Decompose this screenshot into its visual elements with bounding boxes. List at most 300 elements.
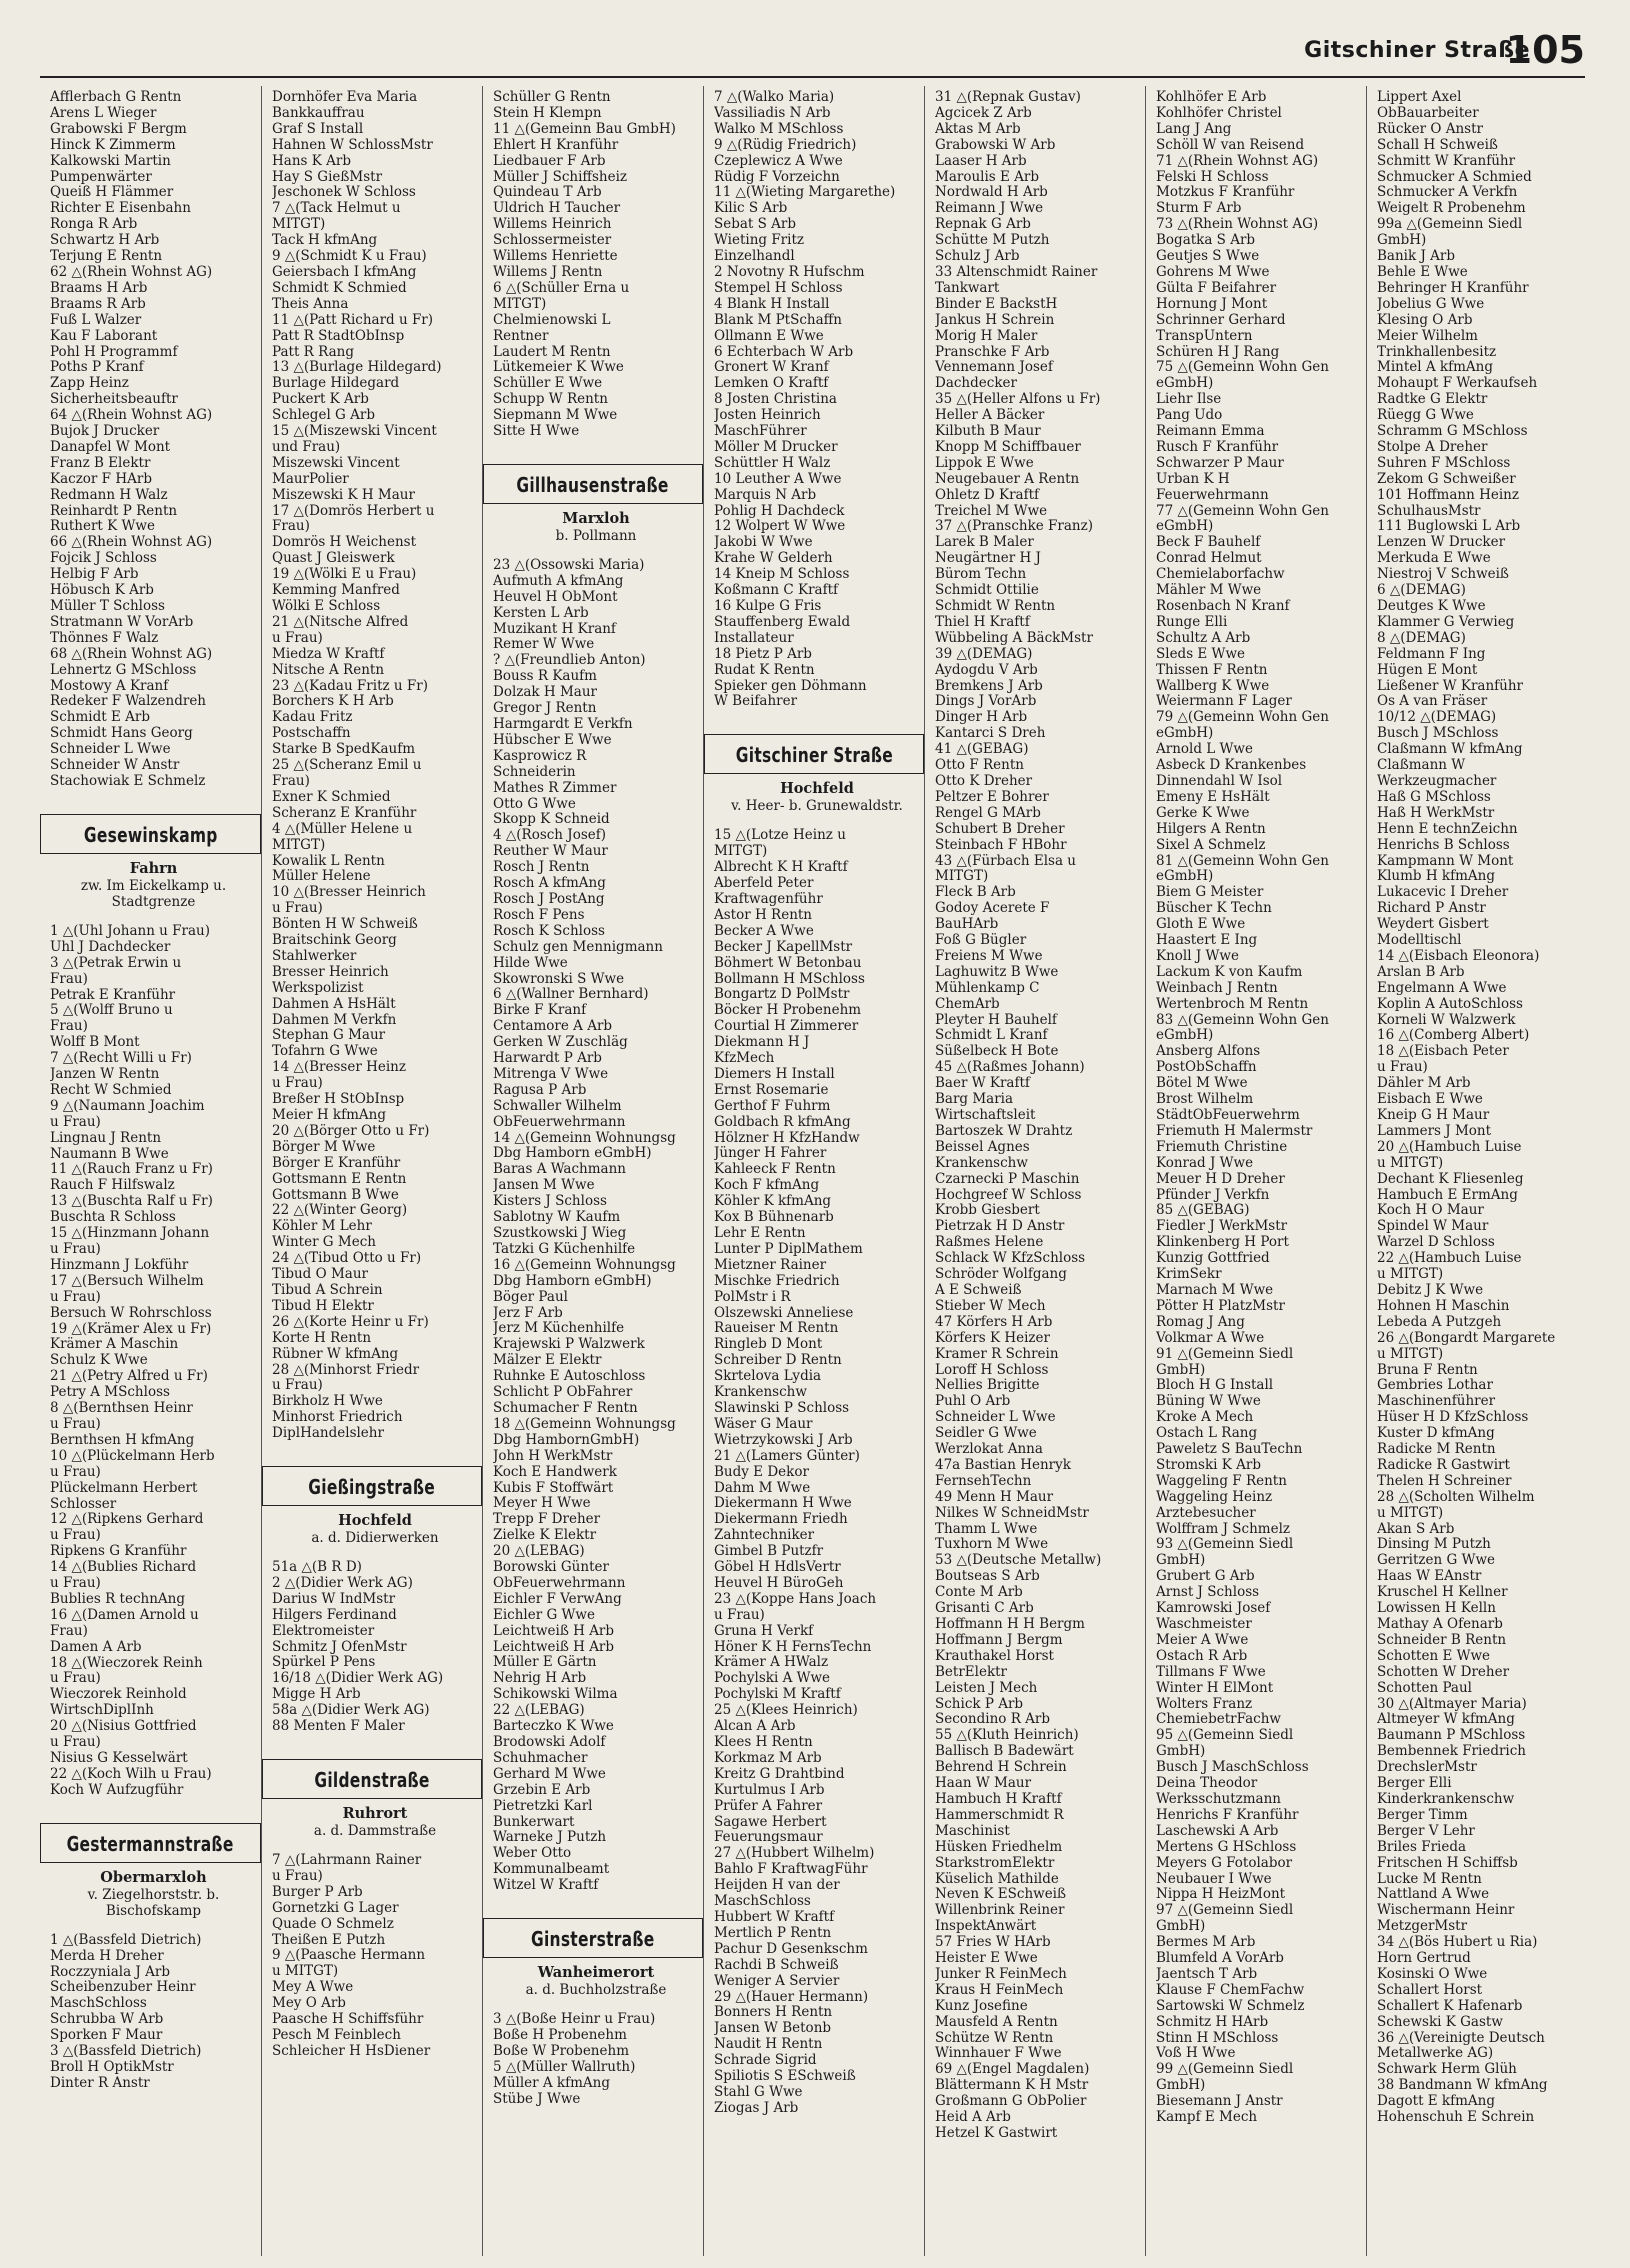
directory-entry: 16 △(Comberg Albert) <box>1377 1028 1530 1044</box>
directory-entry: eGmbH) <box>1156 519 1214 535</box>
street-heading <box>483 1918 703 1958</box>
directory-entry: Schneider B Rentn <box>1377 1632 1507 1648</box>
directory-entry: Koch F kfmAng <box>714 1178 820 1194</box>
directory-entry: Alcan A Arb <box>714 1719 796 1735</box>
directory-entry: Suhren F MSchloss <box>1377 455 1511 471</box>
directory-entry: Mischke Friedrich <box>714 1273 840 1289</box>
directory-entry: Rosch J PostAng <box>493 891 605 907</box>
directory-entry: MITGT) <box>714 844 768 860</box>
directory-entry: Laaser H Arb <box>935 153 1027 169</box>
directory-entry: Schrubba W Arb <box>50 2012 164 2028</box>
directory-entry: Romag J Ang <box>1156 1314 1245 1330</box>
directory-entry: Czeplewicz A Wwe <box>714 153 843 169</box>
directory-entry: Hohenschuh E Schrein <box>1377 2110 1535 2126</box>
column-2 <box>261 86 482 2256</box>
directory-entry: Kreitz G Drahtbind <box>714 1766 845 1782</box>
directory-entry: Liehr Ilse <box>1156 392 1222 408</box>
directory-entry: Diekermann Friedh <box>714 1512 848 1528</box>
directory-entry: Dornhöfer Eva Maria <box>272 90 418 105</box>
directory-entry: Kemming Manfred <box>272 583 400 599</box>
directory-entry: Jakobi W Wwe <box>714 535 813 551</box>
directory-entry: Schwaller Wilhelm <box>493 1098 622 1114</box>
directory-entry: Kowalik L Rentn <box>272 853 385 869</box>
directory-entry: Siepmann M Wwe <box>493 408 618 424</box>
directory-entry: Richter E Eisenbahn <box>50 201 191 217</box>
directory-entry: Nattland A Wwe <box>1377 1887 1490 1903</box>
directory-entry: Chelmienowski L <box>493 312 611 328</box>
directory-entry: Dbg Hamborn eGmbH) <box>493 1146 652 1162</box>
directory-entry: KrimSekr <box>1156 1267 1222 1283</box>
directory-entry: 14 △(Bresser Heinz <box>272 1060 406 1076</box>
directory-entry: MetzgerMstr <box>1377 1919 1468 1935</box>
directory-entry: Ziogas J Arb <box>714 2100 799 2116</box>
directory-entry: Böger Paul <box>493 1289 568 1305</box>
directory-entry: Radtke G Elektr <box>1377 392 1488 408</box>
directory-entry: Weigelt R Probenehm <box>1377 201 1526 217</box>
directory-entry: Sebat S Arb <box>714 217 797 233</box>
directory-entry: Bersuch W Rohrschloss <box>50 1305 212 1321</box>
directory-entry: Bremkens J Arb <box>935 678 1043 694</box>
directory-entry: Schmidt E Arb <box>50 710 150 726</box>
directory-entry: Henrichs B Schloss <box>1377 837 1510 853</box>
directory-entry: Dinter R Anstr <box>50 2075 150 2091</box>
directory-entry: Skowronski S Wwe <box>493 971 625 987</box>
directory-entry: StarkstromElektr <box>935 1855 1055 1871</box>
directory-entry: 3 △(Petrak Erwin u <box>50 955 182 971</box>
directory-entry: Lunter P DiplMathem <box>714 1241 863 1257</box>
directory-entry: Hay S GießMstr <box>272 169 383 185</box>
directory-entry: 13 △(Burlage Hildegard) <box>272 360 442 376</box>
directory-entry: Schulz K Wwe <box>50 1353 148 1369</box>
directory-entry: Sturm F Arb <box>1156 201 1242 217</box>
directory-entry: Schupp W Rentn <box>493 392 608 408</box>
directory-entry: Lippok E Wwe <box>935 455 1034 471</box>
directory-entry: u Frau) <box>272 1076 323 1092</box>
directory-entry: 5 △(Müller Wallruth) <box>493 2059 636 2075</box>
directory-entry: 20 △(Nisius Gottfried <box>50 1719 197 1735</box>
directory-entry: 43 △(Fürbach Elsa u <box>935 853 1077 869</box>
directory-entry: Braitschink Georg <box>272 933 397 949</box>
directory-entry: 9 △(Paasche Hermann <box>272 1948 426 1964</box>
directory-entry: Werksschutzmann <box>1156 1791 1281 1807</box>
directory-entry: Patt R StadtObInsp <box>272 328 405 344</box>
directory-entry: Süßelbeck H Bote <box>935 1044 1059 1060</box>
directory-entry: Pleyter H Bauhelf <box>935 1012 1057 1028</box>
directory-entry: Rauch F Hilfswalz <box>50 1178 175 1194</box>
directory-entry: Broll H OptikMstr <box>50 2059 174 2075</box>
directory-entry: Kaczor F HArb <box>50 471 152 487</box>
directory-entry: Büscher K Techn <box>1156 901 1272 917</box>
directory-entry: 36 △(Vereinigte Deutsch <box>1377 2030 1545 2046</box>
directory-entry: Dinger H Arb <box>935 710 1028 726</box>
directory-entry: Heuvel H ObMont <box>493 589 618 605</box>
directory-entry: 16 Kulpe G Fris <box>714 599 822 614</box>
directory-entry: Pietrzak H D Anstr <box>935 1219 1065 1235</box>
directory-entry: Asbeck D Krankenbes <box>1156 758 1307 774</box>
directory-entry: Uhl J Dachdecker <box>50 939 171 955</box>
directory-entry: Barg Maria <box>935 1092 1014 1108</box>
directory-entry: Klees H Rentn <box>714 1735 813 1750</box>
directory-entry: 4 Blank H Install <box>714 296 830 312</box>
directory-entry: Bresser Heinrich <box>272 964 389 980</box>
directory-entry: Knoll J Wwe <box>1156 948 1239 964</box>
directory-entry: 38 Bandmann W kfmAng <box>1377 2078 1548 2094</box>
directory-entry: Gohrens M Wwe <box>1156 264 1270 280</box>
directory-entry: Müller A kfmAng <box>493 2075 610 2091</box>
directory-entry: Gornetzki G Lager <box>272 1900 399 1916</box>
directory-entry: Blumfeld A VorArb <box>1156 1951 1284 1967</box>
directory-entry: Wübbeling A BäckMstr <box>935 630 1093 646</box>
directory-entry: 99a △(Gemeinn Siedl <box>1377 217 1523 233</box>
directory-entry: Schwark Herm Glüh <box>1377 2062 1517 2078</box>
directory-entry: 21 △(Nitsche Alfred <box>272 614 409 630</box>
directory-entry: 45 △(Raßmes Johann) <box>935 1060 1085 1076</box>
directory-entry: Roczzyniala J Arb <box>50 1964 170 1980</box>
directory-entry: Eichler F VerwAng <box>493 1591 622 1607</box>
directory-entry: 12 Wolpert W Wwe <box>714 519 846 535</box>
directory-entry: 26 △(Bongardt Margarete <box>1377 1330 1556 1346</box>
street-district: Hochfeld <box>780 780 854 798</box>
column-6 <box>1145 86 1366 2256</box>
directory-entry: Reuther W Maur <box>493 844 608 860</box>
directory-entry: Hügen E Mont <box>1377 662 1478 678</box>
directory-entry: 23 △(Ossowski Maria) <box>493 557 645 573</box>
directory-entry: Arnst J Schloss <box>1156 1585 1260 1601</box>
directory-entry: Mitrenga V Wwe <box>493 1066 609 1082</box>
directory-entry: Fojcik J Schloss <box>50 551 157 567</box>
street-district: Fahrn <box>129 859 178 877</box>
directory-entry: Queiß H Flämmer <box>50 185 174 201</box>
directory-entry: Haas W EAnstr <box>1377 1569 1482 1585</box>
directory-entry: Busch J MSchloss <box>1377 726 1499 742</box>
directory-entry: 2 △(Didier Werk AG) <box>272 1575 413 1591</box>
directory-entry: 7 △(Recht Willi u Fr) <box>50 1051 192 1067</box>
directory-entry: 23 △(Kadau Fritz u Fr) <box>272 678 428 694</box>
directory-entry: Schütte M Putzh <box>935 233 1050 249</box>
directory-entry: Hammerschmidt R <box>935 1807 1064 1823</box>
directory-entry: Birkholz H Wwe <box>272 1394 383 1410</box>
directory-entry: Ohletz D Kraftf <box>935 487 1040 503</box>
directory-entry: Bublies R technAng <box>50 1591 186 1607</box>
directory-entry: 7 △(Tack Helmut u <box>272 201 401 217</box>
directory-entry: Rüegg G Wwe <box>1377 408 1474 424</box>
directory-entry: Deina Theodor <box>1156 1776 1258 1792</box>
directory-entry: Klause F ChemFachw <box>1156 1982 1305 1998</box>
directory-entry: Pesch M Feinblech <box>272 2027 401 2043</box>
directory-entry: Lucke M Rentn <box>1377 1871 1482 1887</box>
directory-entry: Hambuch E ErmAng <box>1377 1187 1518 1203</box>
directory-entry: u Frau) <box>272 901 323 917</box>
directory-entry: Akan S Arb <box>1377 1521 1455 1537</box>
directory-entry: Postschaffn <box>272 726 351 742</box>
directory-entry: Henrichs F Kranführ <box>1156 1807 1299 1823</box>
directory-entry: GmbH) <box>1156 1553 1206 1569</box>
directory-entry: Willems J Rentn <box>493 264 603 280</box>
directory-entry: Installateur <box>714 630 794 646</box>
directory-entry: Sporken F Maur <box>50 2028 163 2044</box>
directory-entry: 29 △(Hauer Hermann) <box>714 1989 869 2005</box>
directory-entry: Henn E technZeichn <box>1377 821 1518 837</box>
directory-entry: Dbg HambornGmbH) <box>493 1432 640 1448</box>
directory-entry: Centamore A Arb <box>493 1019 613 1035</box>
directory-entry: 20 △(Börger Otto u Fr) <box>272 1123 430 1139</box>
directory-entry: Waggeling Heinz <box>1156 1489 1273 1505</box>
directory-entry: Knopp M Schiffbauer <box>935 439 1081 455</box>
directory-entry: Afflerbach G Rentn <box>50 90 182 105</box>
directory-entry: Sicherheitsbeauftr <box>50 392 178 408</box>
directory-entry: Kantarci S Dreh <box>935 726 1046 742</box>
directory-entry: Mühlenkamp C <box>935 980 1040 996</box>
directory-entry: Kubis F Stoffwärt <box>493 1480 614 1496</box>
directory-entry: Schütze W Rentn <box>935 2030 1054 2046</box>
directory-entry: Elektromeister <box>272 1623 375 1639</box>
directory-entry: Schmitz H HArb <box>1156 2014 1269 2030</box>
directory-entry: Koch E Handwerk <box>493 1464 617 1480</box>
directory-entry: Lang J Ang <box>1156 121 1232 137</box>
running-title: Gitschiner Straße <box>1304 38 1530 63</box>
directory-entry: Peltzer E Bohrer <box>935 789 1049 805</box>
directory-entry: Schmidt K Schmied <box>272 280 407 296</box>
directory-entry: Kunz Josefine <box>935 1998 1028 2014</box>
street-name: Gießingstraße <box>308 1475 436 1500</box>
directory-entry: Weiermann F Lager <box>1156 694 1292 710</box>
directory-entry: 95 △(Gemeinn Siedl <box>1156 1728 1294 1744</box>
directory-entry: Nisius G Kesselwärt <box>50 1751 188 1766</box>
directory-entry: Jerz M Küchenhilfe <box>493 1321 625 1337</box>
directory-entry: u MITGT) <box>1377 1155 1444 1171</box>
directory-entry: Aydogdu V Arb <box>935 662 1038 678</box>
directory-entry: Szustkowski J Wieg <box>493 1226 627 1241</box>
directory-entry: Dolzak H Maur <box>493 685 597 701</box>
directory-entry: Mathay A Ofenarb <box>1377 1617 1503 1632</box>
street-district: Hochfeld <box>338 1512 412 1530</box>
directory-entry: 31 △(Repnak Gustav) <box>935 90 1081 105</box>
directory-entry: Breßer H StObInsp <box>272 1092 405 1108</box>
directory-entry: Krahe W Gelderh <box>714 551 833 567</box>
directory-entry: Thissen F Rentn <box>1156 662 1268 678</box>
directory-entry: Maroulis E Arb <box>935 169 1039 185</box>
directory-entry: Ronga R Arb <box>50 217 138 233</box>
directory-entry: Ballisch B Badewärt <box>935 1744 1074 1760</box>
directory-entry: 14 △(Gemeinn Wohnungsg <box>493 1130 676 1146</box>
directory-entry: 66 △(Rhein Wohnst AG) <box>50 535 213 551</box>
directory-entry: Müller J Schiffsheiz <box>493 169 628 185</box>
directory-entry: Niestroj V Schweiß <box>1377 567 1509 583</box>
directory-entry: Börger E Kranführ <box>272 1155 401 1171</box>
directory-entry: 101 Hoffmann Heinz <box>1377 487 1519 503</box>
directory-entry: Gerken W Zuschläg <box>493 1035 628 1051</box>
directory-entry: Bötel M Wwe <box>1156 1076 1248 1092</box>
directory-entry: Schöll W van Reisend <box>1156 137 1305 153</box>
directory-entry: Plückelmann Herbert <box>50 1480 198 1496</box>
directory-entry: 16 △(Damen Arnold u <box>50 1607 199 1623</box>
directory-entry: Schubert B Dreher <box>935 821 1065 837</box>
directory-entry: Merda H Dreher <box>50 1948 164 1964</box>
directory-entry: Mathes R Zimmer <box>493 780 617 796</box>
directory-entry: Blättermann K H Mstr <box>935 2078 1089 2094</box>
directory-entry: Aktas M Arb <box>935 121 1021 137</box>
directory-entry: Ruthert K Wwe <box>50 519 155 535</box>
directory-entry: Laschewski A Arb <box>1156 1823 1279 1839</box>
directory-entry: Scheibenzuber Heinr <box>50 1980 196 1996</box>
directory-entry: 75 △(Gemeinn Wohn Gen <box>1156 360 1329 376</box>
directory-entry: Scheranz E Kranführ <box>272 805 417 821</box>
directory-entry: GmbH) <box>1156 1919 1206 1935</box>
directory-entry: Astor H Rentn <box>714 907 813 923</box>
directory-entry: Becker J KapellMstr <box>714 939 853 955</box>
directory-entry: u Frau) <box>272 1378 323 1394</box>
directory-entry: Gruna H Verkf <box>714 1623 814 1639</box>
directory-entry: Schneiderin <box>493 764 576 780</box>
directory-entry: Dachdecker <box>935 376 1017 392</box>
directory-entry: Pumpenwärter <box>50 169 152 185</box>
directory-entry: Kneip G H Maur <box>1377 1108 1490 1123</box>
directory-entry: Leichtweiß H Arb <box>493 1639 615 1655</box>
directory-entry: Muzikant H Kranf <box>493 621 616 637</box>
directory-entry: 17 △(Domrös Herbert u <box>272 503 435 519</box>
directory-entry: u Frau) <box>50 1735 101 1751</box>
directory-entry: Hilgers A Rentn <box>1156 821 1266 837</box>
directory-entry: Schlosser <box>50 1496 117 1512</box>
directory-entry: Mey O Arb <box>272 1996 346 2012</box>
directory-entry: Berger V Lehr <box>1377 1823 1475 1839</box>
directory-entry: Behle E Wwe <box>1377 264 1468 280</box>
directory-entry: Aberfeld Peter <box>714 876 814 892</box>
directory-entry: 34 △(Bös Hubert u Ria) <box>1377 1935 1538 1951</box>
directory-entry: Nordwald H Arb <box>935 185 1048 201</box>
directory-entry: Birke F Kranf <box>493 1003 587 1019</box>
directory-entry: Bembennek Friedrich <box>1377 1744 1526 1760</box>
directory-entry: Biem G Meister <box>1156 885 1264 901</box>
directory-entry: Morig H Maler <box>935 328 1038 344</box>
directory-entry: Miszewski Vincent <box>272 455 400 471</box>
directory-entry: 53 △(Deutsche Metallw) <box>935 1553 1102 1569</box>
directory-entry: Möller M Drucker <box>714 439 838 455</box>
directory-entry: Diemers H Install <box>714 1066 835 1082</box>
directory-entry: eGmbH) <box>1156 726 1214 742</box>
street-bounds: zw. Im Eickelkamp u. Stadtgrenze <box>80 877 227 910</box>
directory-entry: Hilgers Ferdinand <box>272 1607 397 1623</box>
directory-entry: Dechant K Fliesenleg <box>1377 1171 1524 1187</box>
directory-entry: Heijden H van der <box>714 1878 840 1894</box>
directory-entry: Maschinenführer <box>1377 1394 1496 1410</box>
directory-entry: Pachur D Gesenkschm <box>714 1941 868 1957</box>
directory-entry: Tuxhorn M Wwe <box>935 1537 1049 1553</box>
directory-entry: Bogatka S Arb <box>1156 233 1256 249</box>
directory-entry: Böhmert W Betonbau <box>714 955 862 971</box>
directory-entry: Pochylski M Kraftf <box>714 1687 841 1703</box>
directory-entry: Barteczko K Wwe <box>493 1719 614 1735</box>
directory-entry: Miedza W Kraftf <box>272 646 385 662</box>
directory-entry: Laudert M Rentn <box>493 344 611 360</box>
directory-entry: Hetzel K Gastwirt <box>935 2126 1058 2141</box>
directory-entry: Diekmann H J <box>714 1035 810 1051</box>
directory-entry: Jobelius G Wwe <box>1377 296 1485 312</box>
directory-entry: Repnak G Arb <box>935 217 1031 233</box>
directory-entry: 62 △(Rhein Wohnst AG) <box>50 264 213 280</box>
directory-entry: Volkmar A Wwe <box>1156 1330 1265 1346</box>
directory-entry: 15 △(Miszewski Vincent <box>272 424 437 440</box>
column-4 <box>703 86 924 2256</box>
directory-entry: Grzebin E Arb <box>493 1782 591 1798</box>
directory-entry: 1 △(Uhl Johann u Frau) <box>50 923 210 939</box>
directory-entry: Dinnendahl W Isol <box>1156 773 1283 789</box>
directory-entry: Ansberg Alfons <box>1156 1044 1261 1060</box>
directory-entry: Gottsmann B Wwe <box>272 1187 399 1203</box>
directory-entry: Arens L Wieger <box>50 105 157 121</box>
directory-entry: Waschmeister <box>1156 1617 1252 1632</box>
directory-entry: Bankkauffrau <box>272 105 365 121</box>
directory-entry: 9 △(Schmidt K u Frau) <box>272 249 427 265</box>
directory-entry: 68 △(Rhein Wohnst AG) <box>50 646 213 662</box>
directory-entry: Grubert G Arb <box>1156 1569 1255 1585</box>
directory-entry: Spieker gen Döhmann <box>714 678 867 694</box>
directory-entry: Burlage Hildegard <box>272 376 400 392</box>
directory-entry: Junker R FeinMech <box>935 1966 1067 1982</box>
directory-entry: Mintel A kfmAng <box>1377 360 1493 376</box>
directory-entry: Kampf E Mech <box>1156 2110 1258 2126</box>
directory-entry: Vassiliadis N Arb <box>714 105 831 121</box>
directory-entry: Bouss R Kaufm <box>493 669 597 685</box>
directory-entry: GmbH) <box>1156 2078 1206 2094</box>
directory-entry: Gerritzen G Wwe <box>1377 1553 1496 1569</box>
directory-entry: Hilde Wwe <box>493 955 568 971</box>
directory-entry: Müller Helene <box>272 869 371 885</box>
directory-entry: 20 △(Hambuch Luise <box>1377 1139 1522 1155</box>
directory-entry: 47 Körfers H Arb <box>935 1314 1053 1330</box>
directory-entry: Seidler G Wwe <box>935 1426 1037 1442</box>
directory-entry: BetrElektr <box>935 1664 1008 1680</box>
directory-entry: Kruschel H Kellner <box>1377 1585 1508 1601</box>
directory-entry: 3 △(Bassfeld Dietrich) <box>50 2044 202 2060</box>
directory-entry: Kahleeck F Rentn <box>714 1162 836 1178</box>
directory-entry: Naudit H Rentn <box>714 2037 823 2053</box>
directory-entry: Haß H WerkMstr <box>1377 805 1495 821</box>
directory-entry: Koßmann C Kraftf <box>714 583 839 599</box>
directory-entry: Thamm L Wwe <box>935 1521 1038 1537</box>
directory-entry: Wallberg K Wwe <box>1156 678 1270 694</box>
directory-entry: Kersten L Arb <box>493 605 589 621</box>
directory-entry: Miszewski K H Maur <box>272 487 415 503</box>
directory-entry: Jansen W Betonb <box>714 2021 832 2037</box>
directory-entry: u MITGT) <box>1377 1267 1444 1283</box>
directory-entry: Jeschonek W Schloss <box>272 185 416 201</box>
directory-entry: Stempel H Schloss <box>714 280 843 296</box>
directory-entry: Puhl O Arb <box>935 1394 1011 1410</box>
directory-entry: Braams H Arb <box>50 280 148 296</box>
directory-entry: Lehr E Rentn <box>714 1226 806 1241</box>
directory-entry: 73 △(Rhein Wohnst AG) <box>1156 217 1319 233</box>
directory-entry: Schuhmacher <box>493 1750 588 1766</box>
directory-entry: Pranschke F Arb <box>935 344 1050 360</box>
directory-entry: Briles Frieda <box>1377 1839 1467 1855</box>
directory-entry: Remer W Wwe <box>493 637 595 653</box>
directory-entry: Tillmans F Wwe <box>1156 1664 1266 1680</box>
directory-entry: Sagawe Herbert <box>714 1814 827 1830</box>
directory-entry: Berger Timm <box>1377 1807 1468 1823</box>
directory-entry: 22 △(Winter Georg) <box>272 1203 408 1219</box>
directory-entry: 81 △(Gemeinn Wohn Gen <box>1156 853 1329 869</box>
directory-entry: 15 △(Hinzmann Johann <box>50 1226 210 1242</box>
directory-entry: Trinkhallenbesitz <box>1377 344 1497 360</box>
directory-entry: MaurPolier <box>272 471 349 487</box>
directory-entry: Schwartz H Arb <box>50 233 160 249</box>
directory-entry: Wertenbroch M Rentn <box>1156 996 1309 1012</box>
directory-entry: Schlegel G Arb <box>272 408 375 424</box>
directory-entry: Bollmann H MSchloss <box>714 971 865 987</box>
directory-entry: Uldrich H Taucher <box>493 201 621 217</box>
directory-entry: Lehnertz G MSchloss <box>50 662 197 678</box>
